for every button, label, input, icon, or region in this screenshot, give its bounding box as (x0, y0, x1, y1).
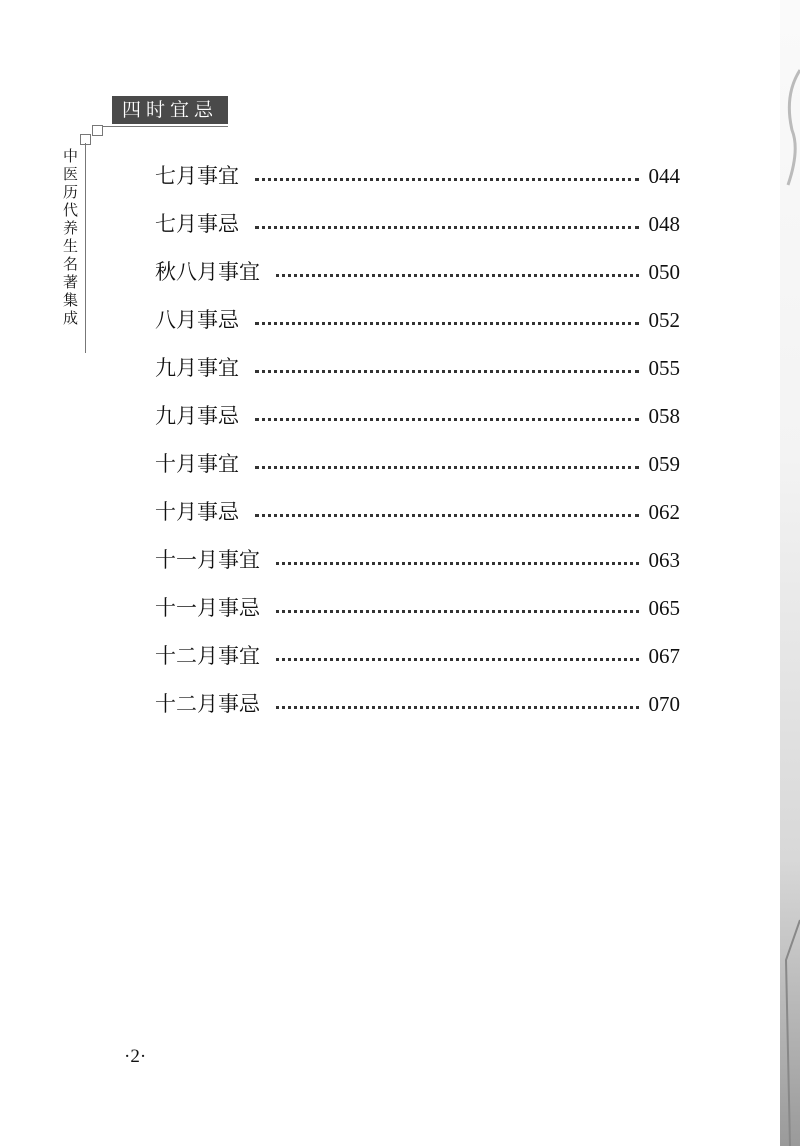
toc-entry[interactable] (155, 208, 680, 256)
toc-dot-leader (255, 318, 639, 325)
toc-entry-page: 065 (648, 596, 680, 620)
toc-entry-page: 050 (648, 260, 680, 284)
toc-entry-title: 八月事忌 (155, 308, 239, 332)
toc-entry[interactable] (155, 400, 680, 448)
toc-entry-page: 052 (648, 308, 680, 332)
toc-entry-page: 055 (648, 356, 680, 380)
toc-entry-page: 070 (648, 692, 680, 716)
toc-dot-leader (276, 558, 639, 565)
toc-entry[interactable] (155, 448, 680, 496)
toc-entry-title: 十二月事忌 (155, 692, 260, 716)
toc-entry-title: 九月事宜 (155, 356, 239, 380)
page-number: ·2· (124, 1046, 147, 1067)
toc-entry-title: 七月事宜 (155, 164, 239, 188)
toc-entry-page: 048 (648, 212, 680, 236)
toc-entry[interactable] (155, 592, 680, 640)
toc-dot-leader (255, 414, 639, 421)
header-rule (100, 126, 228, 127)
toc-entry[interactable] (155, 688, 680, 736)
toc-dot-leader (255, 174, 639, 181)
toc-entry[interactable] (155, 352, 680, 400)
toc-entry-page: 044 (648, 164, 680, 188)
toc-entry[interactable] (155, 304, 680, 352)
corner-square-ornament (92, 125, 103, 136)
book-title-vertical: 中医历代养生名著集成 (61, 148, 79, 328)
toc-entry-page: 063 (648, 548, 680, 572)
toc-dot-leader (276, 270, 639, 277)
side-rule (85, 143, 86, 353)
toc-entry-title: 十一月事忌 (155, 596, 260, 620)
toc-entry-title: 十二月事宜 (155, 644, 260, 668)
toc-entry-title: 九月事忌 (155, 404, 239, 428)
toc-dot-leader (255, 510, 639, 517)
toc-dot-leader (276, 654, 639, 661)
decorative-edge-art (780, 0, 800, 1146)
section-tab: 四时宜忌 (112, 96, 228, 124)
toc-dot-leader (255, 222, 639, 229)
toc-entry[interactable] (155, 160, 680, 208)
toc-entry[interactable] (155, 496, 680, 544)
toc-entry-title: 秋八月事宜 (155, 260, 260, 284)
toc-dot-leader (276, 702, 639, 709)
toc-entry-title: 七月事忌 (155, 212, 239, 236)
toc-entry-title: 十月事宜 (155, 452, 239, 476)
toc-dot-leader (255, 366, 639, 373)
toc-entry-page: 058 (648, 404, 680, 428)
toc-entry-title: 十一月事宜 (155, 548, 260, 572)
toc-entry[interactable] (155, 544, 680, 592)
toc-entry[interactable] (155, 640, 680, 688)
toc-dot-leader (255, 462, 639, 469)
table-of-contents (155, 160, 680, 736)
toc-entry-title: 十月事忌 (155, 500, 239, 524)
toc-entry[interactable] (155, 256, 680, 304)
toc-entry-page: 067 (648, 644, 680, 668)
toc-entry-page: 059 (648, 452, 680, 476)
toc-entry-page: 062 (648, 500, 680, 524)
toc-dot-leader (276, 606, 639, 613)
